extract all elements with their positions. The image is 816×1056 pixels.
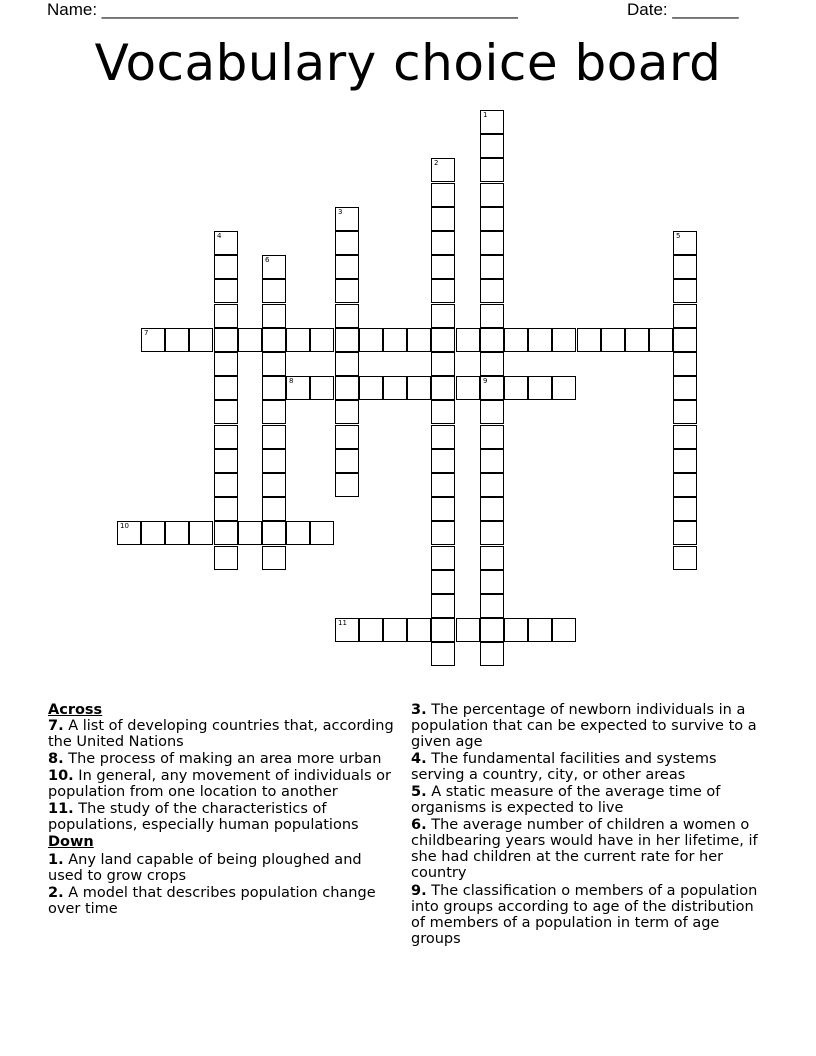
crossword-cell: [673, 425, 697, 449]
crossword-cell: [262, 279, 286, 303]
crossword-cell: [480, 231, 504, 255]
crossword-cell: [601, 328, 625, 352]
crossword-cell: [214, 400, 238, 424]
clue-down-1: 1. Any land capable of being ploughed and used to grow crops: [48, 852, 362, 884]
crossword-cell: [480, 570, 504, 594]
crossword-cell: [431, 207, 455, 231]
crossword-cell: [431, 352, 455, 376]
clue-down-4: 4. The fundamental facilities and systems serving a country, city, or other areas: [411, 751, 717, 783]
crossword-cell: [456, 618, 480, 642]
crossword-cell: [431, 231, 455, 255]
clue-number: 8: [289, 377, 294, 385]
crossword-cell: [431, 376, 455, 400]
crossword-cell: [480, 279, 504, 303]
crossword-cell: [431, 546, 455, 570]
crossword-cell: [673, 546, 697, 570]
crossword-cell: [383, 618, 407, 642]
clue-down-9: 9. The classification o members of a population into groups according to age of the distribution of members of a population in term of age groups: [411, 883, 758, 947]
crossword-cell: [480, 207, 504, 231]
clue-number: 11: [338, 619, 347, 627]
crossword-cell: [335, 425, 359, 449]
clue-down-6: 6. The average number of children a women o childbearing years would have in her lifetime, if she had children at the current rate for her country: [411, 817, 758, 881]
crossword-cell: [504, 618, 528, 642]
crossword-cell: [673, 376, 697, 400]
crossword-cell: [673, 400, 697, 424]
crossword-cell: [117, 521, 141, 545]
crossword-cell: [431, 473, 455, 497]
crossword-cell: [528, 328, 552, 352]
crossword-cell: [262, 546, 286, 570]
clue-down-2: 2. A model that describes population change over time: [48, 885, 376, 917]
crossword-cell: [480, 546, 504, 570]
crossword-cell: [335, 352, 359, 376]
crossword-cell: [480, 328, 504, 352]
crossword-cell: [286, 376, 310, 400]
clue-number: 6: [265, 256, 270, 264]
crossword-cell: [431, 304, 455, 328]
crossword-cell: [214, 279, 238, 303]
crossword-cell: [310, 328, 334, 352]
crossword-cell: [456, 328, 480, 352]
clue-number: 3: [338, 208, 343, 216]
crossword-cell: [407, 328, 431, 352]
crossword-cell: [335, 400, 359, 424]
clues-right-column: [411, 702, 771, 948]
crossword-cell: [480, 618, 504, 642]
crossword-cell: [431, 521, 455, 545]
crossword-cell: [214, 376, 238, 400]
crossword-cell: [480, 473, 504, 497]
clue-across-11: 11. The study of the characteristics of populations, especially human populations: [48, 801, 359, 833]
crossword-cell: [262, 521, 286, 545]
crossword-cell: [504, 328, 528, 352]
crossword-cell: [431, 618, 455, 642]
clue-down-5: 5. A static measure of the average time of organisms is expected to live: [411, 784, 721, 816]
clue-number: 9: [483, 377, 488, 385]
crossword-cell: [335, 328, 359, 352]
crossword-cell: [649, 328, 673, 352]
down-heading: Down: [48, 834, 94, 850]
clues-left-column: [48, 702, 398, 918]
crossword-cell: [407, 618, 431, 642]
crossword-cell: [286, 521, 310, 545]
crossword-cell: [214, 473, 238, 497]
clue-number: 7: [144, 329, 149, 337]
crossword-cell: [504, 376, 528, 400]
clue-across-8: 8. The process of making an area more urban: [48, 751, 382, 767]
crossword-cell: [673, 279, 697, 303]
crossword-cell: [673, 449, 697, 473]
crossword-cell: [431, 279, 455, 303]
crossword-cell: [552, 328, 576, 352]
crossword-cell: [214, 328, 238, 352]
crossword-cell: [262, 497, 286, 521]
crossword-cell: [431, 642, 455, 666]
crossword-cell: [165, 521, 189, 545]
crossword-cell: [383, 328, 407, 352]
crossword-cell: [552, 376, 576, 400]
crossword-cell: [431, 570, 455, 594]
crossword-cell: [383, 376, 407, 400]
clue-number: 10: [120, 522, 129, 530]
crossword-cell: [480, 521, 504, 545]
crossword-cell: [335, 376, 359, 400]
clue-across-7: 7. A list of developing countries that, according the United Nations: [48, 718, 394, 750]
crossword-cell: [214, 449, 238, 473]
crossword-cell: [480, 304, 504, 328]
clue-down-3: 3. The percentage of newborn individuals in a population that can be expected to survive to a given age: [411, 702, 757, 750]
crossword-cell: [286, 328, 310, 352]
crossword-cell: [165, 328, 189, 352]
crossword-cell: [262, 352, 286, 376]
crossword-cell: [214, 546, 238, 570]
crossword-cell: [310, 376, 334, 400]
crossword-cell: [262, 304, 286, 328]
crossword-cell: [480, 594, 504, 618]
crossword-cell: [673, 328, 697, 352]
crossword-cell: [238, 328, 262, 352]
crossword-cell: [552, 618, 576, 642]
crossword-cell: [214, 497, 238, 521]
crossword-cell: [431, 183, 455, 207]
crossword-cell: [335, 279, 359, 303]
crossword-cell: [577, 328, 601, 352]
crossword-cell: [480, 642, 504, 666]
clue-number: 1: [483, 111, 488, 119]
crossword-cell: [141, 328, 165, 352]
crossword-cell: [335, 618, 359, 642]
clue-number: 4: [217, 232, 222, 240]
crossword-cell: [480, 158, 504, 182]
clue-number: 5: [676, 232, 681, 240]
crossword-cell: [480, 449, 504, 473]
crossword-cell: [310, 521, 334, 545]
crossword-cell: [673, 255, 697, 279]
crossword-cell: [335, 449, 359, 473]
crossword-cell: [431, 158, 455, 182]
crossword-cell: [189, 328, 213, 352]
crossword-cell: [359, 328, 383, 352]
crossword-cell: [673, 473, 697, 497]
crossword-cell: [238, 521, 262, 545]
crossword-cell: [456, 376, 480, 400]
crossword-cell: [625, 328, 649, 352]
crossword-cell: [431, 425, 455, 449]
crossword-cell: [673, 521, 697, 545]
crossword-cell: [262, 449, 286, 473]
across-heading: Across: [48, 702, 103, 718]
crossword-cell: [673, 352, 697, 376]
crossword-cell: [431, 449, 455, 473]
crossword-cell: [141, 521, 165, 545]
crossword-cell: [335, 304, 359, 328]
crossword-cell: [480, 110, 504, 134]
crossword-cell: [431, 497, 455, 521]
crossword-cell: [480, 352, 504, 376]
crossword-cell: [480, 497, 504, 521]
crossword-cell: [528, 618, 552, 642]
crossword-cell: [480, 376, 504, 400]
crossword-cell: [431, 594, 455, 618]
crossword-cell: [359, 376, 383, 400]
crossword-cell: [673, 497, 697, 521]
page-title: Vocabulary choice board: [94, 34, 722, 92]
crossword-cell: [480, 134, 504, 158]
crossword-cell: [407, 376, 431, 400]
crossword-cell: [262, 255, 286, 279]
crossword-cell: [214, 231, 238, 255]
crossword-cell: [214, 304, 238, 328]
crossword-cell: [673, 231, 697, 255]
crossword-cell: [335, 231, 359, 255]
crossword-cell: [431, 255, 455, 279]
crossword-cell: [189, 521, 213, 545]
crossword-cell: [262, 400, 286, 424]
crossword-cell: [262, 425, 286, 449]
crossword-cell: [480, 183, 504, 207]
crossword-cell: [359, 618, 383, 642]
crossword-cell: [335, 255, 359, 279]
crossword-cell: [673, 304, 697, 328]
crossword-cell: [480, 425, 504, 449]
crossword-cell: [262, 328, 286, 352]
crossword-cell: [262, 376, 286, 400]
crossword-cell: [480, 400, 504, 424]
date-field: Date: _______: [627, 0, 739, 19]
crossword-cell: [335, 207, 359, 231]
crossword-cell: [214, 255, 238, 279]
clue-across-10: 10. In general, any movement of individuals or population from one location to another: [48, 768, 391, 800]
crossword-cell: [528, 376, 552, 400]
crossword-cell: [335, 473, 359, 497]
crossword-cell: [214, 352, 238, 376]
crossword-cell: [431, 328, 455, 352]
crossword-cell: [431, 400, 455, 424]
crossword-cell: [262, 473, 286, 497]
clue-number: 2: [434, 159, 439, 167]
crossword-cell: [480, 255, 504, 279]
crossword-cell: [214, 425, 238, 449]
name-field: Name: ____________________________________________: [47, 0, 518, 19]
crossword-cell: [214, 521, 238, 545]
